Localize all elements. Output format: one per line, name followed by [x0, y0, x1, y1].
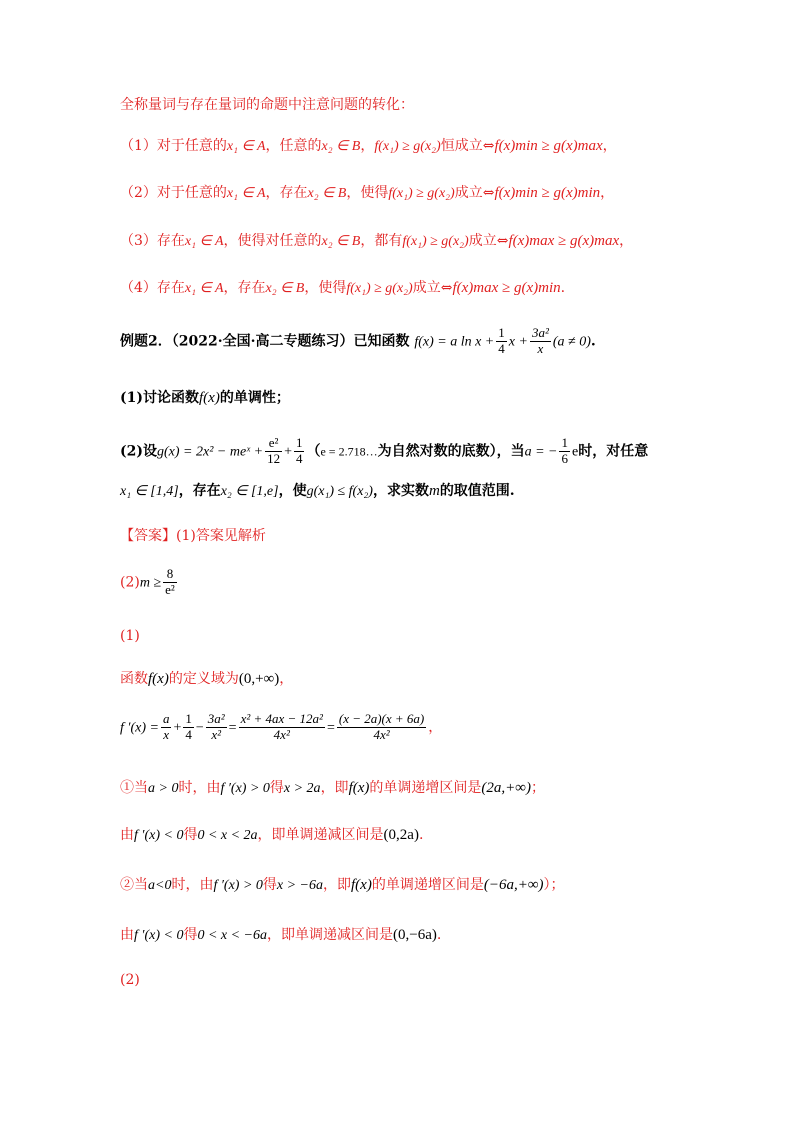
- c4-g: .: [436, 927, 442, 943]
- domain-b: 的定义域为: [168, 671, 239, 687]
- domain-f: f(x): [148, 671, 169, 687]
- example-statement: [120, 326, 596, 357]
- rule-mid2: ，都有: [360, 233, 403, 249]
- deriv-frac1: $\frac{a}{x}$: [162, 711, 170, 742]
- deriv-frac4: $\frac{\text{x² + 4ax − 12a²}}{\text{4x²}}$: [240, 711, 323, 742]
- q2-a-eq: a = −: [524, 444, 558, 460]
- rule-mid1: ，使得对任意的: [223, 233, 322, 249]
- rule-x1: x₁ ∈ A: [226, 139, 266, 154]
- rule-2: [120, 184, 614, 203]
- deriv-frac3: $\frac{\text{3a²}}{\text{x²}}$: [207, 711, 225, 742]
- c1-a: ①当: [120, 780, 148, 796]
- rule-label: （2）对于任意的: [120, 185, 227, 201]
- answer-part1: (1)答案见解析: [176, 528, 266, 544]
- q2-text3: 时，对任意: [578, 443, 649, 460]
- c1-h: f(x): [348, 780, 370, 796]
- rule-label: （1）对于任意的: [120, 138, 227, 154]
- solution-case1-dec: [120, 826, 423, 845]
- q2-line2-c: x₂ ∈ [1,e]: [220, 484, 279, 499]
- c2-d: 0 < x < 2a: [197, 828, 258, 843]
- intro-text: 全称量词与存在量词的命题中注意问题的转化：: [120, 97, 414, 113]
- c3-h: f(x): [351, 877, 372, 893]
- c3-e: 得: [262, 877, 277, 893]
- rule-eq: f(x)max ≥ g(x)min: [452, 280, 561, 296]
- example-frac2: $\frac{\text{3a²}}{x}$: [531, 325, 549, 356]
- rule-mid1: ，任意的: [265, 138, 322, 154]
- rule-x2: x₂ ∈ B: [265, 281, 305, 296]
- q2-g: g(x) = 2x² − meˣ +: [157, 444, 264, 460]
- rule-tail: 成立⇔: [412, 280, 453, 296]
- solution-part2-label: (2): [120, 972, 140, 988]
- q2-line2-g: m: [428, 483, 440, 499]
- c1-g: ，即: [320, 780, 349, 796]
- rule-x1: x₁ ∈ A: [226, 186, 266, 201]
- question-2-line2: [120, 482, 515, 501]
- rule-mid1: ，存在: [265, 185, 308, 201]
- c2-e: ，即单调递减区间是: [257, 827, 384, 843]
- rule-cond: f(x₁) ≥ g(x₂): [402, 234, 469, 249]
- c2-c: 得: [183, 827, 198, 843]
- c3-d: f ′(x) > 0: [213, 878, 263, 893]
- solution-case2-inc: [120, 876, 565, 895]
- rule-mid2: ，使得: [346, 185, 389, 201]
- c1-f: x > 2a: [283, 781, 321, 796]
- c3-i: 的单调递增区间是: [371, 877, 484, 893]
- q2-e-sym: e: [571, 444, 579, 460]
- rule-tail: 成立⇔: [454, 185, 495, 201]
- answer-frac: $\frac{8}{\text{e²}}$: [165, 566, 175, 597]
- rule-mid2: ，使得: [304, 280, 347, 296]
- example-end: .: [590, 333, 596, 350]
- rule-end: ，: [619, 233, 634, 249]
- answer-label: 【答案】: [120, 528, 176, 544]
- answer-line1: [120, 528, 266, 545]
- answer-line2: [120, 567, 179, 598]
- q2-line2-a: x₁ ∈ [1,4]: [120, 484, 179, 499]
- rule-end: ，: [600, 185, 615, 201]
- rule-eq: f(x)min ≥ g(x)max: [494, 138, 603, 154]
- rule-x2: x₂ ∈ B: [321, 139, 361, 154]
- rule-mid1: ，存在: [223, 280, 266, 296]
- example-cond: (a ≠ 0): [552, 334, 591, 350]
- domain-a: 函数: [120, 671, 148, 687]
- rule-eq: f(x)max ≥ g(x)max: [508, 233, 620, 249]
- deriv-lhs: f ′(x) =: [120, 720, 159, 736]
- example-mid: x +: [508, 334, 528, 350]
- answer-part2-m: m ≥: [139, 575, 162, 591]
- c4-e: ，即单调递减区间是: [267, 927, 393, 943]
- q2-plus: +: [284, 444, 292, 460]
- c4-f: (0,−6a): [393, 927, 437, 943]
- rule-cond: f(x₁) ≥ g(x₂): [374, 139, 441, 154]
- c3-b: a<0: [148, 878, 172, 893]
- solution-domain: [120, 670, 293, 688]
- solution-case1-inc: [120, 779, 545, 798]
- q2-e-val: e = 2.718…: [320, 444, 378, 459]
- q2-frac-b: $\frac{1}{4}$: [295, 435, 303, 466]
- q1-func: f(x): [199, 390, 220, 406]
- c4-c: 得: [183, 927, 198, 943]
- c1-c: 时，由: [178, 780, 221, 796]
- q2-frac-c: $\frac{1}{6}$: [561, 435, 568, 466]
- deriv-plus: +: [173, 720, 182, 736]
- rule-1: [120, 137, 617, 156]
- q2-line2-b: ，存在: [178, 483, 221, 499]
- rule-4: [120, 279, 565, 298]
- c3-c: 时，由: [171, 877, 214, 893]
- rule-eq: f(x)min ≥ g(x)min: [494, 185, 601, 201]
- deriv-frac2: $\frac{1}{4}$: [185, 711, 192, 742]
- c1-i: 的单调递增区间是: [369, 780, 482, 796]
- c4-d: 0 < x < −6a: [197, 928, 267, 943]
- c3-f: x > −6a: [276, 878, 323, 893]
- rule-cond: f(x₁) ≥ g(x₂): [346, 281, 413, 296]
- q2-line2-e: g(x₁) ≤ f(x₂): [306, 484, 373, 499]
- q2-text2: 为自然对数的底数），当: [377, 443, 525, 460]
- deriv-frac5: $\frac{(x - 2a)(x + 6a)}{\text{4x²}}$: [338, 711, 425, 742]
- c2-g: .: [418, 827, 424, 843]
- domain-c: (0,+∞): [238, 671, 280, 687]
- rule-x1: x₁ ∈ A: [184, 234, 224, 249]
- c3-g: ，即: [323, 877, 351, 893]
- deriv-end: ，: [428, 719, 443, 736]
- deriv-minus: −: [195, 720, 204, 736]
- rule-label: （3）存在: [120, 233, 185, 249]
- rule-3: [120, 232, 633, 251]
- c1-k: ；: [530, 780, 545, 796]
- rule-label: （4）存在: [120, 280, 185, 296]
- solution-part1-label: (1): [120, 628, 140, 644]
- rule-x1: x₁ ∈ A: [184, 281, 224, 296]
- rule-x2: x₂ ∈ B: [321, 234, 361, 249]
- rule-mid2: ，: [360, 138, 375, 154]
- rule-tail: 恒成立⇔: [440, 138, 495, 154]
- rule-cond: f(x₁) ≥ g(x₂): [388, 186, 455, 201]
- q2-paren: （: [306, 443, 321, 460]
- c2-a: 由: [120, 827, 134, 843]
- rule-end: .: [560, 280, 566, 296]
- q2-line2-f: ，求实数: [372, 483, 429, 499]
- c2-b: f ′(x) < 0: [134, 828, 184, 843]
- c3-a: ②当: [120, 877, 148, 893]
- question-2-line1: [120, 436, 648, 467]
- rule-end: ，: [602, 138, 617, 154]
- rule-x2: x₂ ∈ B: [307, 186, 347, 201]
- c3-k: ）；: [543, 877, 565, 893]
- c4-a: 由: [120, 927, 134, 943]
- c1-e: 得: [269, 780, 284, 796]
- example-label: 例题2．（2022·全国·高二专题练习）已知函数: [120, 333, 410, 350]
- c2-f: (0,2a): [383, 827, 419, 843]
- domain-d: ，: [279, 671, 294, 687]
- c1-b: a > 0: [148, 781, 179, 796]
- c4-b: f ′(x) < 0: [134, 928, 184, 943]
- deriv-eq1: =: [228, 720, 237, 736]
- c3-j: (−6a,+∞): [483, 877, 544, 893]
- question-1: [120, 389, 290, 407]
- q2-line2-h: 的取值范围.: [439, 483, 515, 499]
- q2-frac-a: $\frac{\text{e²}}{12}$: [267, 435, 281, 466]
- c1-d: f ′(x) > 0: [220, 781, 270, 796]
- q2-text1: (2)设: [120, 443, 157, 460]
- q1-text1: (1)讨论函数: [120, 390, 199, 406]
- example-func: f(x) = a ln x +: [414, 334, 495, 350]
- answer-part2-pre: (2): [120, 574, 140, 591]
- solution-case2-dec: [120, 926, 441, 945]
- q2-line2-d: ，使: [278, 483, 307, 499]
- example-frac1: $\frac{1}{4}$: [498, 325, 505, 356]
- solution-derivative: [120, 712, 442, 743]
- c1-j: (2a,+∞): [481, 780, 531, 796]
- deriv-eq2: =: [326, 720, 335, 736]
- q1-text2: 的单调性；: [219, 390, 290, 406]
- rule-tail: 成立⇔: [468, 233, 509, 249]
